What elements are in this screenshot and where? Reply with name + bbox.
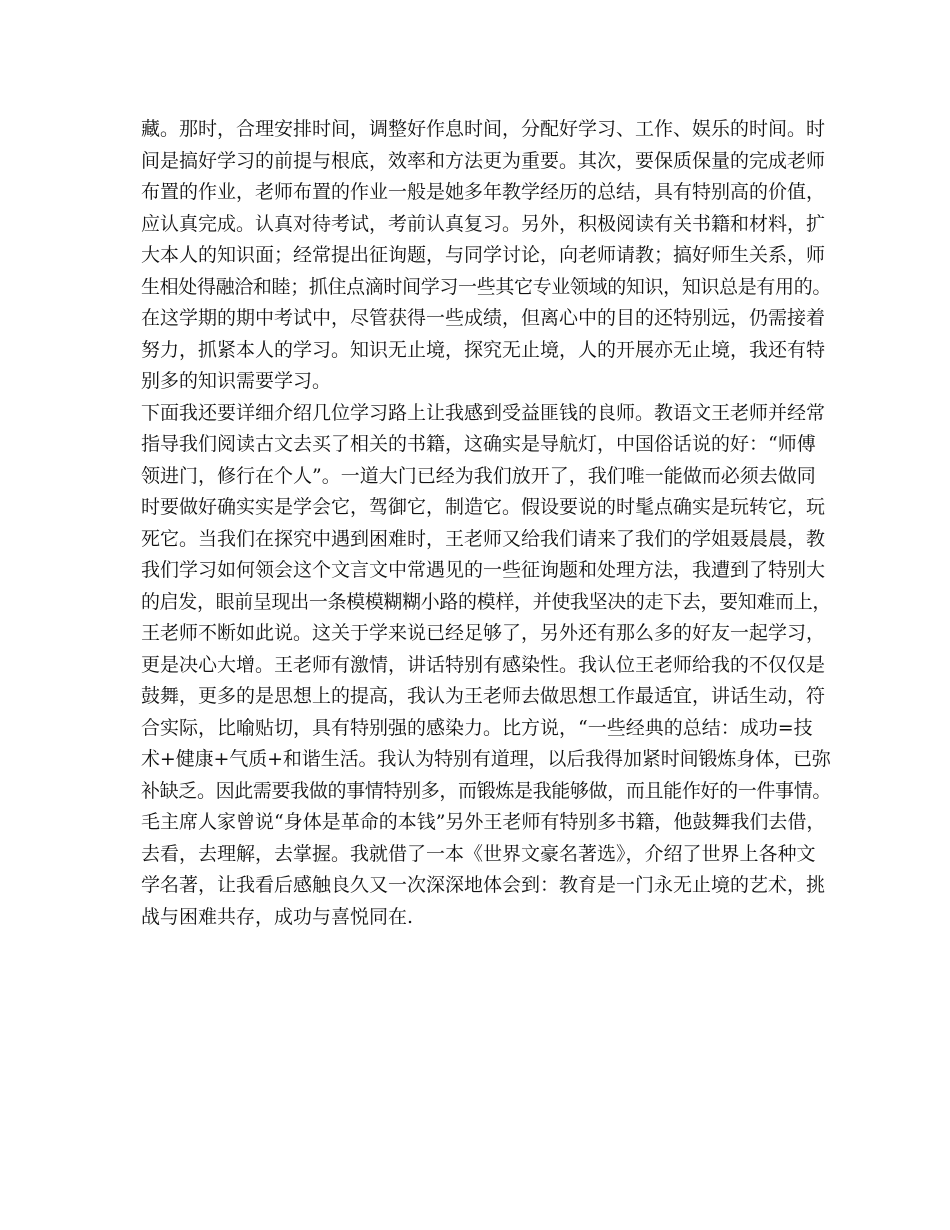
text-line: 下面我还要详细介绍几位学习路上让我感到受益匪钱的良师。教语文王老师并经常 [141,401,826,424]
text-line: 死它。当我们在探究中遇到困难时，王老师又给我们请来了我们的学姐聂晨晨，教 [141,527,826,550]
text-line: 的启发，眼前呈现出一条模模糊糊小路的模样，并使我坚决的走下去，要知难而上， [141,590,832,613]
body-text [141,114,831,933]
text-line: 生相处得融洽和睦；抓住点滴时间学习一些其它专业领域的知识，知识总是有用的。 [141,275,832,298]
text-line: 补缺乏。因此需要我做的事情特别多，而锻炼是我能够做，而且能作好的一件事情。 [141,779,832,802]
text-line: 学名著，让我看后感触良久又一次深深地体会到：教育是一门永无止境的艺术，挑 [141,874,826,896]
text-line: 合实际，比喻贴切，具有特别强的感染力。比方说，“一些经典的总结：成功=技 [141,716,813,739]
text-line: 鼓舞，更多的是思想上的提高，我认为王老师去做思想工作最适宜，讲话生动，符 [141,685,826,707]
text-line: 应认真完成。认真对待考试，考前认真复习。另外，积极阅读有关书籍和材料，扩 [141,212,826,235]
text-line: 藏。那时，合理安排时间，调整好作息时间，分配好学习、工作、娱乐的时间。时 [141,118,826,140]
text-line: 时要做好确实实是学会它，驾御它，制造它。假设要说的时髦点确实是玩转它，玩 [141,496,826,518]
text-line: 布置的作业，老师布置的作业一般是她多年教学经历的总结，具有特别高的价值， [141,181,826,203]
text-line: 术+健康+气质+和谐生活。我认为特别有道理，以后我得加紧时间锻炼身体，已弥 [141,748,831,770]
text-line: 战与困难共存，成功与喜悦同在. [141,905,414,928]
text-line: 领进门，修行在个人”。一道大门已经为我们放开了，我们唯一能做而必须去做同 [141,464,816,487]
text-line: 指导我们阅读古文去买了相关的书籍，这确实是导航灯，中国俗话说的好：“师傅 [141,433,816,455]
text-line: 别多的知识需要学习。 [141,370,332,392]
text-line: 毛主席人家曾说“身体是革命的本钱”另外王老师有特别多书籍，他鼓舞我们去借， [141,811,826,833]
text-line: 王老师不断如此说。这关于学来说已经足够了，另外还有那么多的好友一起学习， [141,622,826,644]
text-line: 在这学期的期中考试中，尽管获得一些成绩，但离心中的目的还特别远，仍需接着 [141,307,826,329]
text-line: 大本人的知识面；经常提出征询题，与同学讨论，向老师请教；搞好师生关系，师 [141,244,826,266]
text-line: 努力，抓紧本人的学习。知识无止境，探究无止境，人的开展亦无止境，我还有特 [141,338,826,361]
text-line: 去看，去理解，去掌握。我就借了一本《世界文豪名著选》，介绍了世界上各种文 [141,842,816,865]
text-line: 间是搞好学习的前提与根底，效率和方法更为重要。其次，要保质保量的完成老师 [141,149,826,172]
text-line: 更是决心大增。王老师有激情，讲话特别有感染性。我认位王老师给我的不仅仅是 [141,653,826,676]
text-line: 我们学习如何领会这个文言文中常遇见的一些征询题和处理方法，我遭到了特别大 [141,559,826,581]
